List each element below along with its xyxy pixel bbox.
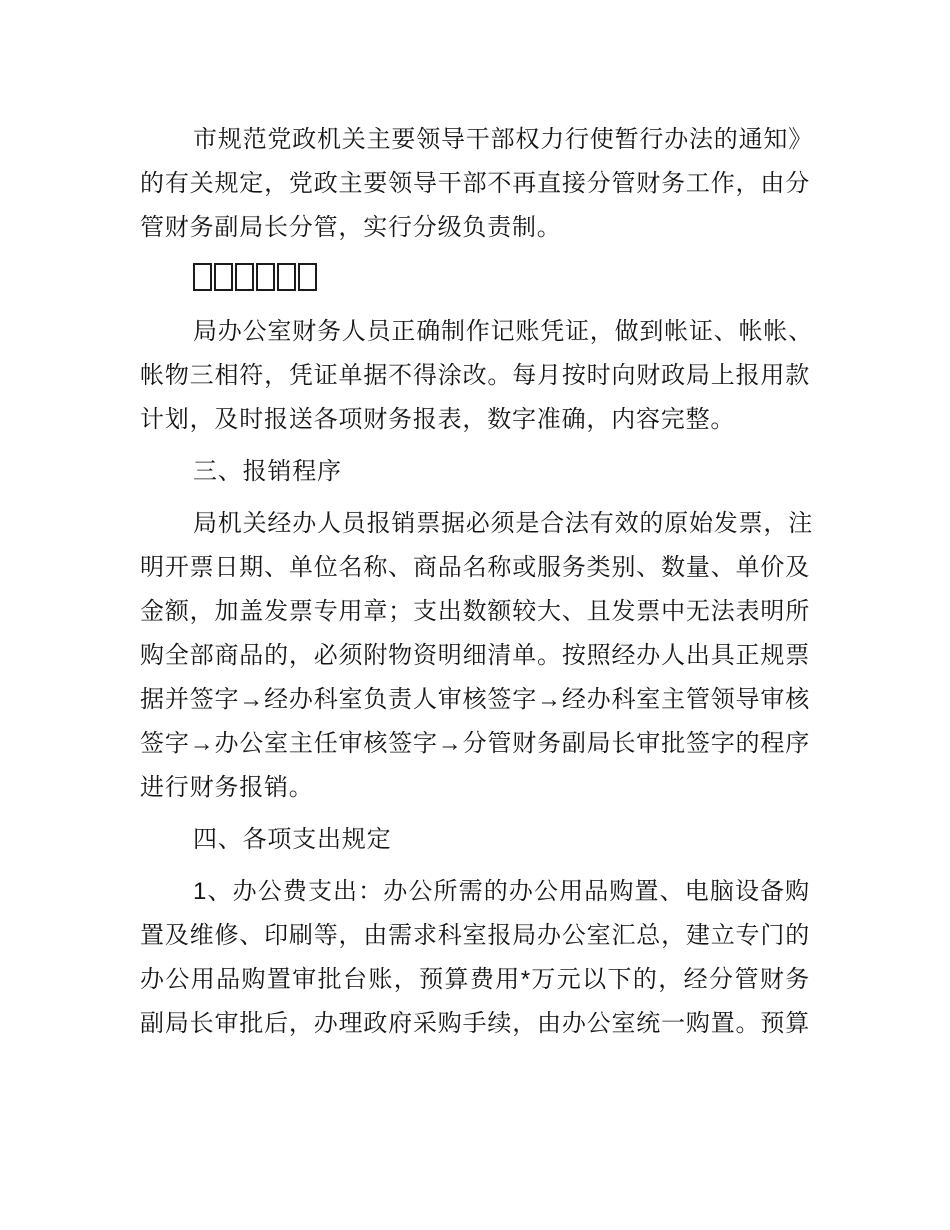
text-line: 办公用品购置审批台账，预算费用*万元以下的，经分管财务 bbox=[140, 966, 811, 993]
text-line: 进行财务报销。 bbox=[140, 774, 314, 801]
paragraph bbox=[140, 310, 813, 442]
text-line: 明开票日期、单位名称、商品名称或服务类别、数量、单价及 bbox=[140, 554, 810, 581]
paragraph bbox=[140, 118, 813, 250]
missing-glyph-box bbox=[235, 263, 254, 291]
missing-glyph-box bbox=[214, 263, 233, 291]
paragraph bbox=[140, 502, 813, 810]
document-body bbox=[140, 118, 813, 1046]
missing-glyph-box bbox=[277, 263, 296, 291]
section-heading bbox=[140, 818, 810, 862]
text-line: 1、办公费支出：办公所需的办公用品购置、电脑设备购 bbox=[193, 878, 810, 905]
paragraph bbox=[140, 870, 810, 1046]
missing-glyph-box bbox=[193, 263, 212, 291]
missing-glyph-row bbox=[140, 258, 810, 302]
text-line: 购全部商品的，必须附物资明细清单。按照经办人出具正规票 bbox=[140, 642, 810, 669]
missing-glyph-box bbox=[256, 263, 275, 291]
text-line: 副局长审批后，办理政府采购手续，由办公室统一购置。预算 bbox=[140, 1010, 810, 1037]
text-line: 的有关规定，党政主要领导干部不再直接分管财务工作，由分 bbox=[140, 170, 810, 197]
text-line: 局办公室财务人员正确制作记账凭证，做到帐证、帐帐、 bbox=[193, 318, 813, 345]
text-line: 计划，及时报送各项财务报表，数字准确，内容完整。 bbox=[140, 406, 736, 433]
text-line: 帐物三相符，凭证单据不得涂改。每月按时向财政局上报用款 bbox=[140, 362, 810, 389]
heading-line: 四、各项支出规定 bbox=[193, 826, 392, 853]
text-line: 金额，加盖发票专用章；支出数额较大、且发票中无法表明所 bbox=[140, 598, 810, 625]
text-line bbox=[140, 258, 810, 302]
heading-line: 三、报销程序 bbox=[193, 458, 342, 485]
text-line: 局机关经办人员报销票据必须是合法有效的原始发票，注 bbox=[193, 510, 813, 537]
missing-glyph-box bbox=[298, 263, 317, 291]
text-line: 据并签字→经办科室负责人审核签字→经办科室主管领导审核 bbox=[140, 686, 810, 713]
text-line: 市规范党政机关主要领导干部权力行使暂行办法的通知》 bbox=[193, 126, 813, 153]
section-heading bbox=[140, 450, 810, 494]
text-line: 置及维修、印刷等，由需求科室报局办公室汇总，建立专门的 bbox=[140, 922, 810, 949]
text-line: 签字→办公室主任审核签字→分管财务副局长审批签字的程序 bbox=[140, 730, 810, 757]
text-line: 管财务副局长分管，实行分级负责制。 bbox=[140, 214, 562, 241]
